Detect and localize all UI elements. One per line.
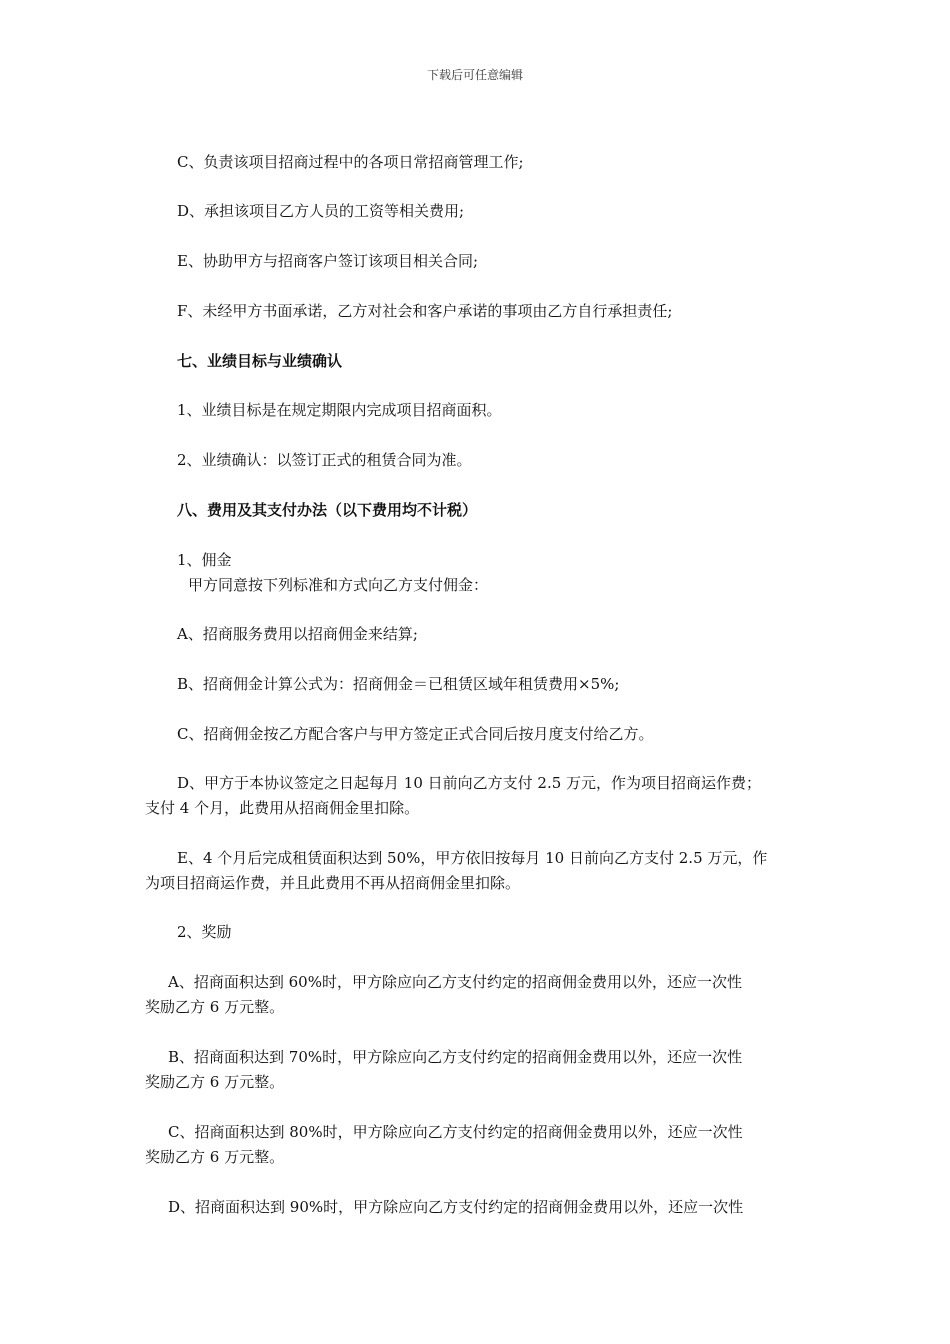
- clause-f-line: F、未经甲方书面承诺，乙方对社会和客户承诺的事项由乙方自行承担责任;: [177, 302, 673, 320]
- commission-d-line-2: 支付 4 个月，此费用从招商佣金里扣除。: [145, 799, 420, 817]
- commission-c-line: C、招商佣金按乙方配合客户与甲方签定正式合同后按月度支付给乙方。: [177, 725, 654, 743]
- commission-subheading: 1、佣金: [177, 551, 232, 569]
- section-7-heading: 七、业绩目标与业绩确认: [177, 352, 343, 370]
- reward-b-line-1: B、招商面积达到 70%时，甲方除应向乙方支付约定的招商佣金费用以外，还应一次性: [168, 1048, 743, 1066]
- reward-c-line-1: C、招商面积达到 80%时，甲方除应向乙方支付约定的招商佣金费用以外，还应一次性: [168, 1123, 743, 1141]
- reward-a-line-1: A、招商面积达到 60%时，甲方除应向乙方支付约定的招商佣金费用以外，还应一次性: [168, 973, 742, 991]
- reward-b-line-2: 奖励乙方 6 万元整。: [145, 1073, 285, 1091]
- clause-d-line: D、承担该项目乙方人员的工资等相关费用;: [177, 202, 465, 220]
- reward-d-line-1: D、招商面积达到 90%时，甲方除应向乙方支付约定的招商佣金费用以外，还应一次性: [168, 1198, 744, 1216]
- commission-a-line: A、招商服务费用以招商佣金来结算;: [177, 625, 418, 643]
- commission-e-line-1: E、4 个月后完成租赁面积达到 50%，甲方依旧按每月 10 日前向乙方支付 2.5 万元，作: [177, 849, 768, 867]
- reward-subheading: 2、奖励: [177, 923, 232, 941]
- section-8-heading: 八、费用及其支付办法（以下费用均不计税）: [177, 501, 478, 519]
- commission-b-line: B、招商佣金计算公式为：招商佣金＝已租赁区域年租赁费用×5%;: [177, 675, 620, 693]
- reward-c-line-2: 奖励乙方 6 万元整。: [145, 1148, 285, 1166]
- commission-e-line-2: 为项目招商运作费，并且此费用不再从招商佣金里扣除。: [145, 874, 521, 892]
- commission-intro-line: 甲方同意按下列标准和方式向乙方支付佣金：: [188, 576, 489, 594]
- commission-d-line-1: D、甲方于本协议签定之日起每月 10 日前向乙方支付 2.5 万元，作为项目招商运作费；: [177, 774, 762, 792]
- reward-a-line-2: 奖励乙方 6 万元整。: [145, 998, 285, 1016]
- performance-target-line: 1、业绩目标是在规定期限内完成项目招商面积。: [177, 401, 502, 419]
- clause-e-line: E、协助甲方与招商客户签订该项目相关合同;: [177, 252, 479, 270]
- page-header-note: 下载后可任意编辑: [426, 68, 523, 82]
- performance-confirm-line: 2、业绩确认：以签订正式的租赁合同为准。: [177, 451, 472, 469]
- clause-c-line: C、负责该项目招商过程中的各项日常招商管理工作;: [177, 153, 524, 171]
